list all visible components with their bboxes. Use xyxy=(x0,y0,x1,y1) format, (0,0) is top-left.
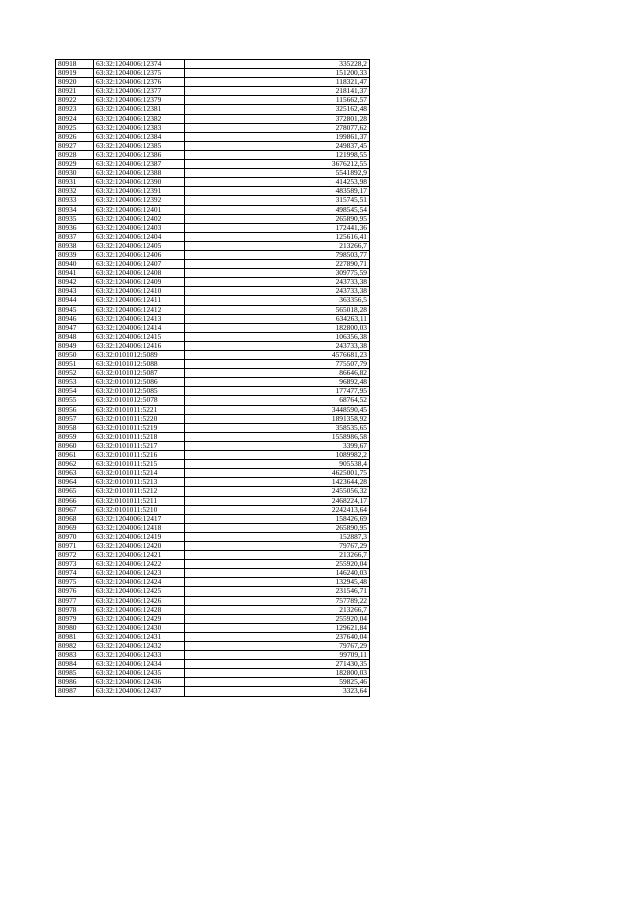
row-number-cell: 80955 xyxy=(56,396,94,405)
row-number-cell: 80965 xyxy=(56,487,94,496)
table-row xyxy=(56,614,370,623)
cadastral-value-cell: 265890,95 xyxy=(185,214,370,223)
cadastral-number-cell: 63:32:0101011:5219 xyxy=(94,423,185,432)
cadastral-number-cell: 63:32:0101011:5220 xyxy=(94,414,185,423)
cadastral-number-cell: 63:32:1204006:12435 xyxy=(94,669,185,678)
row-number-cell: 80962 xyxy=(56,460,94,469)
cadastral-number-cell: 63:32:1204006:12413 xyxy=(94,314,185,323)
cadastral-number-cell: 63:32:1204006:12424 xyxy=(94,578,185,587)
cadastral-value-cell: 68764,52 xyxy=(185,396,370,405)
table-row xyxy=(56,241,370,250)
row-number-cell: 80963 xyxy=(56,469,94,478)
row-number-cell: 80929 xyxy=(56,160,94,169)
row-number-cell: 80958 xyxy=(56,423,94,432)
table-row xyxy=(56,205,370,214)
cadastral-number-cell: 63:32:1204006:12419 xyxy=(94,532,185,541)
table-row xyxy=(56,569,370,578)
table-row xyxy=(56,323,370,332)
table-row xyxy=(56,678,370,687)
table-row xyxy=(56,451,370,460)
row-number-cell: 80920 xyxy=(56,78,94,87)
table-row xyxy=(56,596,370,605)
table-row xyxy=(56,187,370,196)
cadastral-value-cell: 231546,71 xyxy=(185,587,370,596)
table-row xyxy=(56,351,370,360)
table-row xyxy=(56,623,370,632)
cadastral-value-cell: 798503,77 xyxy=(185,250,370,259)
cadastral-number-cell: 63:32:0101011:5215 xyxy=(94,460,185,469)
table-body xyxy=(56,60,370,697)
cadastral-number-cell: 63:32:0101011:5212 xyxy=(94,487,185,496)
row-number-cell: 80972 xyxy=(56,551,94,560)
row-number-cell: 80924 xyxy=(56,114,94,123)
table-row xyxy=(56,560,370,569)
table-row xyxy=(56,423,370,432)
cadastral-value-cell: 3448590,45 xyxy=(185,405,370,414)
table-row xyxy=(56,314,370,323)
cadastral-value-cell: 218141,37 xyxy=(185,87,370,96)
cadastral-value-cell: 237640,04 xyxy=(185,632,370,641)
row-number-cell: 80941 xyxy=(56,269,94,278)
table-row xyxy=(56,378,370,387)
cadastral-number-cell: 63:32:0101011:5211 xyxy=(94,496,185,505)
row-number-cell: 80970 xyxy=(56,532,94,541)
row-number-cell: 80978 xyxy=(56,605,94,614)
cadastral-number-cell: 63:32:0101011:5213 xyxy=(94,478,185,487)
row-number-cell: 80919 xyxy=(56,69,94,78)
cadastral-value-cell: 79767,29 xyxy=(185,541,370,550)
row-number-cell: 80934 xyxy=(56,205,94,214)
cadastral-number-cell: 63:32:1204006:12388 xyxy=(94,169,185,178)
row-number-cell: 80935 xyxy=(56,214,94,223)
cadastral-number-cell: 63:32:1204006:12436 xyxy=(94,678,185,687)
cadastral-number-cell: 63:32:1204006:12425 xyxy=(94,587,185,596)
table-row xyxy=(56,651,370,660)
cadastral-number-cell: 63:32:1204006:12404 xyxy=(94,232,185,241)
cadastral-number-cell: 63:32:1204006:12430 xyxy=(94,623,185,632)
row-number-cell: 80928 xyxy=(56,150,94,159)
cadastral-value-cell: 152887,3 xyxy=(185,532,370,541)
table-row xyxy=(56,505,370,514)
table-row xyxy=(56,150,370,159)
row-number-cell: 80931 xyxy=(56,178,94,187)
table-row xyxy=(56,587,370,596)
cadastral-value-cell: 213266,7 xyxy=(185,605,370,614)
cadastral-value-cell: 325162,48 xyxy=(185,105,370,114)
table-row xyxy=(56,305,370,314)
cadastral-number-cell: 63:32:1204006:12382 xyxy=(94,114,185,123)
cadastral-value-cell: 213266,7 xyxy=(185,551,370,560)
table-row xyxy=(56,87,370,96)
row-number-cell: 80954 xyxy=(56,387,94,396)
row-number-cell: 80985 xyxy=(56,669,94,678)
cadastral-value-cell: 414253,98 xyxy=(185,178,370,187)
cadastral-number-cell: 63:32:1204006:12409 xyxy=(94,278,185,287)
table-row xyxy=(56,669,370,678)
cadastral-number-cell: 63:32:1204006:12432 xyxy=(94,642,185,651)
cadastral-number-cell: 63:32:1204006:12405 xyxy=(94,241,185,250)
table-row xyxy=(56,642,370,651)
row-number-cell: 80984 xyxy=(56,660,94,669)
row-number-cell: 80936 xyxy=(56,223,94,232)
cadastral-value-cell: 372801,28 xyxy=(185,114,370,123)
table-row xyxy=(56,178,370,187)
table-row xyxy=(56,541,370,550)
cadastral-value-cell: 363356,5 xyxy=(185,296,370,305)
cadastral-value-cell: 115662,57 xyxy=(185,96,370,105)
table-row xyxy=(56,632,370,641)
table-row xyxy=(56,78,370,87)
cadastral-value-cell: 335228,2 xyxy=(185,60,370,69)
cadastral-number-cell: 63:32:1204006:12415 xyxy=(94,332,185,341)
table-row xyxy=(56,514,370,523)
cadastral-value-cell: 5541892,9 xyxy=(185,169,370,178)
table-row xyxy=(56,441,370,450)
table-row xyxy=(56,387,370,396)
row-number-cell: 80946 xyxy=(56,314,94,323)
row-number-cell: 80938 xyxy=(56,241,94,250)
row-number-cell: 80940 xyxy=(56,260,94,269)
cadastral-value-cell: 2468224,17 xyxy=(185,496,370,505)
table-row xyxy=(56,141,370,150)
cadastral-number-cell: 63:32:1204006:12414 xyxy=(94,323,185,332)
cadastral-value-cell: 182800,03 xyxy=(185,669,370,678)
cadastral-value-cell: 498545,54 xyxy=(185,205,370,214)
cadastral-value-cell: 3399,67 xyxy=(185,441,370,450)
cadastral-number-cell: 63:32:1204006:12375 xyxy=(94,69,185,78)
cadastral-number-cell: 63:32:0101011:5218 xyxy=(94,432,185,441)
row-number-cell: 80967 xyxy=(56,505,94,514)
row-number-cell: 80976 xyxy=(56,587,94,596)
cadastral-value-cell: 4576681,23 xyxy=(185,351,370,360)
table-row xyxy=(56,160,370,169)
cadastral-number-cell: 63:32:1204006:12376 xyxy=(94,78,185,87)
row-number-cell: 80983 xyxy=(56,651,94,660)
table-row xyxy=(56,196,370,205)
cadastral-value-cell: 129621,84 xyxy=(185,623,370,632)
cadastral-value-cell: 757789,22 xyxy=(185,596,370,605)
row-number-cell: 80957 xyxy=(56,414,94,423)
cadastral-value-cell: 315745,51 xyxy=(185,196,370,205)
cadastral-number-cell: 63:32:1204006:12437 xyxy=(94,687,185,696)
row-number-cell: 80949 xyxy=(56,341,94,350)
table-row xyxy=(56,250,370,259)
cadastral-number-cell: 63:32:1204006:12407 xyxy=(94,260,185,269)
cadastral-number-cell: 63:32:1204006:12416 xyxy=(94,341,185,350)
table-row xyxy=(56,96,370,105)
cadastral-number-cell: 63:32:1204006:12423 xyxy=(94,569,185,578)
cadastral-number-cell: 63:32:0101011:5210 xyxy=(94,505,185,514)
cadastral-number-cell: 63:32:1204006:12411 xyxy=(94,296,185,305)
row-number-cell: 80927 xyxy=(56,141,94,150)
table-row xyxy=(56,478,370,487)
table-row xyxy=(56,523,370,532)
cadastral-value-cell: 255920,04 xyxy=(185,614,370,623)
cadastral-value-cell: 121998,55 xyxy=(185,150,370,159)
cadastral-number-cell: 63:32:1204006:12408 xyxy=(94,269,185,278)
cadastral-number-cell: 63:32:1204006:12429 xyxy=(94,614,185,623)
cadastral-value-cell: 177477,95 xyxy=(185,387,370,396)
cadastral-value-cell: 2455056,32 xyxy=(185,487,370,496)
cadastral-number-cell: 63:32:1204006:12422 xyxy=(94,560,185,569)
table-row xyxy=(56,369,370,378)
row-number-cell: 80966 xyxy=(56,496,94,505)
cadastral-value-cell: 309775,59 xyxy=(185,269,370,278)
cadastral-value-cell: 106356,38 xyxy=(185,332,370,341)
row-number-cell: 80982 xyxy=(56,642,94,651)
table-row xyxy=(56,551,370,560)
row-number-cell: 80971 xyxy=(56,541,94,550)
row-number-cell: 80953 xyxy=(56,378,94,387)
cadastral-value-cell: 634263,11 xyxy=(185,314,370,323)
table-row xyxy=(56,60,370,69)
cadastral-number-cell: 63:32:1204006:12421 xyxy=(94,551,185,560)
cadastral-number-cell: 63:32:1204006:12403 xyxy=(94,223,185,232)
cadastral-number-cell: 63:32:1204006:12381 xyxy=(94,105,185,114)
table-row xyxy=(56,578,370,587)
cadastral-number-cell: 63:32:1204006:12374 xyxy=(94,60,185,69)
row-number-cell: 80961 xyxy=(56,451,94,460)
cadastral-number-cell: 63:32:1204006:12377 xyxy=(94,87,185,96)
cadastral-value-cell: 565018,28 xyxy=(185,305,370,314)
table-row xyxy=(56,360,370,369)
table-row xyxy=(56,532,370,541)
row-number-cell: 80956 xyxy=(56,405,94,414)
cadastral-value-cell: 483589,17 xyxy=(185,187,370,196)
row-number-cell: 80922 xyxy=(56,96,94,105)
cadastral-number-cell: 63:32:1204006:12428 xyxy=(94,605,185,614)
cadastral-value-cell: 1423644,28 xyxy=(185,478,370,487)
cadastral-number-cell: 63:32:1204006:12385 xyxy=(94,141,185,150)
table-row xyxy=(56,496,370,505)
row-number-cell: 80968 xyxy=(56,514,94,523)
row-number-cell: 80980 xyxy=(56,623,94,632)
row-number-cell: 80974 xyxy=(56,569,94,578)
table-row xyxy=(56,278,370,287)
cadastral-number-cell: 63:32:1204006:12391 xyxy=(94,187,185,196)
cadastral-value-cell: 99709,11 xyxy=(185,651,370,660)
row-number-cell: 80921 xyxy=(56,87,94,96)
table-row xyxy=(56,605,370,614)
cadastral-number-cell: 63:32:1204006:12410 xyxy=(94,287,185,296)
table-row xyxy=(56,214,370,223)
table-row xyxy=(56,396,370,405)
table-row xyxy=(56,223,370,232)
cadastral-value-cell: 271430,35 xyxy=(185,660,370,669)
cadastral-value-cell: 243733,38 xyxy=(185,287,370,296)
cadastral-number-cell: 63:32:1204006:12406 xyxy=(94,250,185,259)
row-number-cell: 80981 xyxy=(56,632,94,641)
cadastral-value-cell: 158426,69 xyxy=(185,514,370,523)
cadastral-number-cell: 63:32:1204006:12426 xyxy=(94,596,185,605)
row-number-cell: 80925 xyxy=(56,123,94,132)
table-row xyxy=(56,469,370,478)
row-number-cell: 80918 xyxy=(56,60,94,69)
cadastral-number-cell: 63:32:1204006:12379 xyxy=(94,96,185,105)
cadastral-value-cell: 3676212,55 xyxy=(185,160,370,169)
cadastral-value-cell: 3323,64 xyxy=(185,687,370,696)
row-number-cell: 80947 xyxy=(56,323,94,332)
cadastral-value-cell: 79767,29 xyxy=(185,642,370,651)
table-row xyxy=(56,169,370,178)
row-number-cell: 80979 xyxy=(56,614,94,623)
row-number-cell: 80959 xyxy=(56,432,94,441)
cadastral-number-cell: 63:32:0101011:5214 xyxy=(94,469,185,478)
cadastral-number-cell: 63:32:1204006:12434 xyxy=(94,660,185,669)
cadastral-value-cell: 1558986,58 xyxy=(185,432,370,441)
cadastral-value-cell: 118321,47 xyxy=(185,78,370,87)
cadastral-number-cell: 63:32:0101012:5088 xyxy=(94,360,185,369)
cadastral-value-cell: 132945,48 xyxy=(185,578,370,587)
cadastral-number-cell: 63:32:1204006:12417 xyxy=(94,514,185,523)
cadastral-number-cell: 63:32:1204006:12383 xyxy=(94,123,185,132)
cadastral-number-cell: 63:32:1204006:12401 xyxy=(94,205,185,214)
row-number-cell: 80939 xyxy=(56,250,94,259)
table-row xyxy=(56,105,370,114)
cadastral-value-cell: 182800,03 xyxy=(185,323,370,332)
cadastral-number-cell: 63:32:0101012:5085 xyxy=(94,387,185,396)
cadastral-number-cell: 63:32:1204006:12384 xyxy=(94,132,185,141)
cadastral-value-cell: 4625001,75 xyxy=(185,469,370,478)
row-number-cell: 80933 xyxy=(56,196,94,205)
row-number-cell: 80943 xyxy=(56,287,94,296)
cadastral-value-cell: 146240,03 xyxy=(185,569,370,578)
table-row xyxy=(56,69,370,78)
row-number-cell: 80975 xyxy=(56,578,94,587)
table-row xyxy=(56,660,370,669)
cadastral-value-cell: 775507,79 xyxy=(185,360,370,369)
table-row xyxy=(56,332,370,341)
row-number-cell: 80948 xyxy=(56,332,94,341)
cadastral-number-cell: 63:32:1204006:12390 xyxy=(94,178,185,187)
table-row xyxy=(56,296,370,305)
row-number-cell: 80951 xyxy=(56,360,94,369)
row-number-cell: 80932 xyxy=(56,187,94,196)
cadastral-value-cell: 151200,33 xyxy=(185,69,370,78)
row-number-cell: 80964 xyxy=(56,478,94,487)
row-number-cell: 80950 xyxy=(56,351,94,360)
cadastral-value-cell: 199861,37 xyxy=(185,132,370,141)
row-number-cell: 80973 xyxy=(56,560,94,569)
cadastral-number-cell: 63:32:0101011:5217 xyxy=(94,441,185,450)
cadastral-value-cell: 265890,95 xyxy=(185,523,370,532)
table-row xyxy=(56,123,370,132)
cadastral-number-cell: 63:32:0101012:5086 xyxy=(94,378,185,387)
cadastral-value-cell: 1891358,92 xyxy=(185,414,370,423)
cadastral-number-cell: 63:32:1204006:12431 xyxy=(94,632,185,641)
table-row xyxy=(56,460,370,469)
cadastral-number-cell: 63:32:1204006:12392 xyxy=(94,196,185,205)
row-number-cell: 80923 xyxy=(56,105,94,114)
row-number-cell: 80930 xyxy=(56,169,94,178)
table-row xyxy=(56,114,370,123)
cadastral-value-table xyxy=(55,59,370,697)
row-number-cell: 80977 xyxy=(56,596,94,605)
table-row xyxy=(56,269,370,278)
table-row xyxy=(56,287,370,296)
row-number-cell: 80986 xyxy=(56,678,94,687)
row-number-cell: 80937 xyxy=(56,232,94,241)
table-row xyxy=(56,341,370,350)
table-row xyxy=(56,260,370,269)
table-row xyxy=(56,432,370,441)
row-number-cell: 80969 xyxy=(56,523,94,532)
cadastral-value-cell: 905538,4 xyxy=(185,460,370,469)
row-number-cell: 80987 xyxy=(56,687,94,696)
cadastral-number-cell: 63:32:0101011:5216 xyxy=(94,451,185,460)
cadastral-number-cell: 63:32:0101011:5221 xyxy=(94,405,185,414)
cadastral-value-cell: 278077,62 xyxy=(185,123,370,132)
cadastral-value-cell: 249837,45 xyxy=(185,141,370,150)
cadastral-value-cell: 358535,65 xyxy=(185,423,370,432)
cadastral-number-cell: 63:32:1204006:12418 xyxy=(94,523,185,532)
row-number-cell: 80952 xyxy=(56,369,94,378)
cadastral-number-cell: 63:32:1204006:12420 xyxy=(94,541,185,550)
cadastral-value-cell: 172441,36 xyxy=(185,223,370,232)
cadastral-value-cell: 125616,41 xyxy=(185,232,370,241)
cadastral-value-cell: 227890,71 xyxy=(185,260,370,269)
cadastral-value-cell: 59825,46 xyxy=(185,678,370,687)
cadastral-number-cell: 63:32:1204006:12387 xyxy=(94,160,185,169)
row-number-cell: 80944 xyxy=(56,296,94,305)
cadastral-value-cell: 96892,48 xyxy=(185,378,370,387)
row-number-cell: 80926 xyxy=(56,132,94,141)
cadastral-number-cell: 63:32:0101012:5089 xyxy=(94,351,185,360)
cadastral-number-cell: 63:32:1204006:12386 xyxy=(94,150,185,159)
cadastral-value-cell: 2242413,64 xyxy=(185,505,370,514)
cadastral-value-cell: 243733,38 xyxy=(185,341,370,350)
cadastral-number-cell: 63:32:1204006:12433 xyxy=(94,651,185,660)
table-row xyxy=(56,132,370,141)
row-number-cell: 80945 xyxy=(56,305,94,314)
cadastral-number-cell: 63:32:1204006:12402 xyxy=(94,214,185,223)
cadastral-value-cell: 243733,38 xyxy=(185,278,370,287)
row-number-cell: 80942 xyxy=(56,278,94,287)
table-row xyxy=(56,414,370,423)
cadastral-value-cell: 86646,82 xyxy=(185,369,370,378)
table-row xyxy=(56,405,370,414)
row-number-cell: 80960 xyxy=(56,441,94,450)
cadastral-value-cell: 213266,7 xyxy=(185,241,370,250)
cadastral-number-cell: 63:32:1204006:12412 xyxy=(94,305,185,314)
table-row xyxy=(56,687,370,696)
table-row xyxy=(56,232,370,241)
cadastral-number-cell: 63:32:0101012:5078 xyxy=(94,396,185,405)
cadastral-number-cell: 63:32:0101012:5087 xyxy=(94,369,185,378)
table-row xyxy=(56,487,370,496)
cadastral-value-cell: 255920,04 xyxy=(185,560,370,569)
cadastral-value-cell: 1089982,2 xyxy=(185,451,370,460)
